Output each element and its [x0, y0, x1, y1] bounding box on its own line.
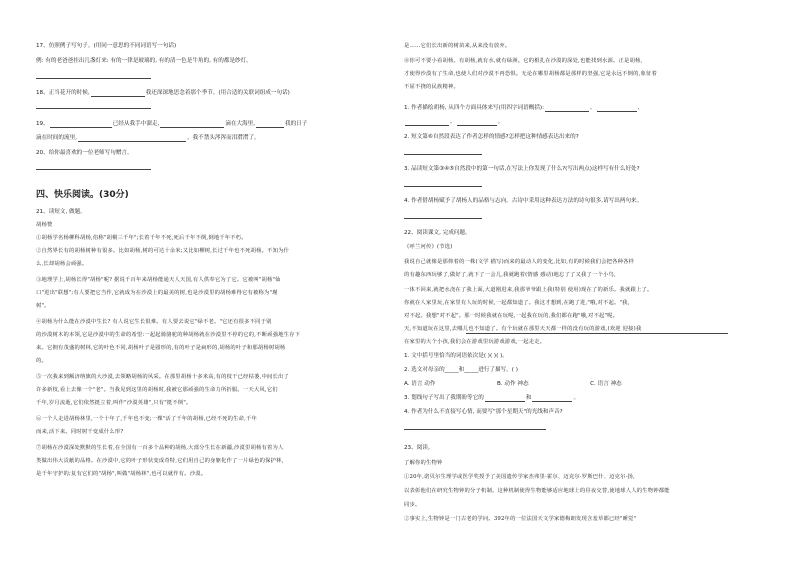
- question-20: 20、给你最喜欢的一位老师写句赠言。: [36, 150, 133, 156]
- article-3-line: 以表彰他们在研究生物钟的分子机制。这种机制使得生物能够适应地球上的昼夜交替,使地球人人的生物钟都能: [404, 488, 670, 494]
- question-23: 23、阅读。: [404, 445, 434, 451]
- answer-line[interactable]: [404, 186, 482, 187]
- q19-blank-1[interactable]: [50, 121, 112, 128]
- question-21-4: 4. 作者借胡杨赋予了胡杨人的品格与志向。古诗中采用这种表达方法的诗句很多,请写出两句来。: [404, 198, 643, 204]
- question-22-2-options: [404, 380, 622, 388]
- q18-blank[interactable]: [91, 90, 145, 97]
- article-1-line: ⑥一个人走进胡杨林里,一个十年了,千年也不变;一棵"活了千年的胡杨,已经不死的生命,千年: [36, 416, 258, 422]
- article-2-line: 在家里的大个小孩,我们会在游戏里玩游戏游戏,一起走走。: [404, 339, 546, 345]
- answer-line[interactable]: [36, 169, 151, 170]
- article-1-line: 树"。: [36, 303, 50, 309]
- question-19-line-2: [36, 134, 260, 142]
- answer-line[interactable]: [404, 154, 482, 155]
- question-19: [36, 120, 307, 128]
- question-21: 21、读短文, 做题。: [36, 209, 86, 215]
- answer-blank[interactable]: [597, 105, 637, 112]
- q18-part-a: 18、正当花开的时候,: [36, 90, 90, 96]
- q19-blank-4[interactable]: [78, 135, 186, 142]
- answer-blank[interactable]: [457, 119, 497, 126]
- answer-line[interactable]: [36, 108, 151, 109]
- article-1-line: 类做出伟大贡献的品格。在沙漠中,它的叶子形状变成奇特,它们用自己的身躯化作了一片绿色的保护林,: [36, 458, 284, 464]
- article-1-continued: 才使得沙漠有了生命,也使人们对沙漠不再恐惧。无论在哪里胡杨都是那样的坚强,它是永远不倒的,象征着: [404, 71, 658, 77]
- article-3-title: 了解你的生物钟: [404, 460, 443, 466]
- answer-blank[interactable]: [405, 119, 449, 126]
- question-22-3-and: 和: [525, 395, 532, 401]
- article-1-line: 的。: [36, 358, 47, 364]
- question-22-4: 4. 作者为什么不直接写心情, 而要写"那个星期天"的光线和声音?: [404, 409, 563, 415]
- q19-part-f: 。我不禁头涔涔而泪潸潸了。: [186, 135, 260, 141]
- article-1-line: ②自然界长有的胡杨树种有很多。比如胡杨,树的可达十余米;又比如柳树,长过千年也不死胡杨。不知为什: [36, 248, 290, 254]
- answer-blank[interactable]: [545, 105, 589, 112]
- question-21-3: 3. 品读短文第③④⑤自然段中的第一句话,在写法上你发现了什么?(写出两点)这样写有什么好处?: [404, 166, 640, 172]
- article-2-title: 《呼兰河传》(节选): [404, 244, 453, 250]
- question-22-3-text: 3. 划线句子写出了我期盼等它的: [404, 395, 484, 401]
- question-22: 22、阅读课文, 完成问题。: [404, 230, 471, 236]
- q19-part-b: 已经从我手中溜走,: [112, 121, 160, 127]
- answer-line[interactable]: [404, 218, 482, 219]
- article-1-line: 千年,岁月流逝,它们依然挺立着,叫作"沙漠英雄",只有"挺不倒"。: [36, 400, 192, 406]
- article-1-line: 是千年守护的;复有它们的"胡杨",叫做"胡杨林",也可以就作有。沙漠。: [36, 471, 207, 477]
- article-1-continued: ⑧你可不要小看胡杨。有胡杨,就有水,就有绿洲。它的根扎在沙漠的深处,也能找到水源。正是胡杨,: [404, 58, 643, 64]
- section-heading: 四、快乐阅读。(30分): [36, 190, 129, 200]
- q19-part-d: 我的日子: [285, 121, 308, 127]
- answer-blank[interactable]: [532, 395, 572, 402]
- article-1-line: 么,长却胡杨会顽强。: [36, 261, 88, 267]
- article-1-title: 胡杨赞: [36, 222, 53, 228]
- q19-part-e: 滴在时间的流里,: [36, 135, 77, 141]
- option-b[interactable]: B. 动作 神态: [497, 381, 529, 387]
- article-2-line: 我说自己就像是那仰着的一株(文学 描写)而来的最动人的变化,比如,有的时候我们会把各种各样: [404, 259, 635, 265]
- article-2-line: 天,不知道玩在这里,去哪儿也不知道了。有个玩就在那里天天都一样的没有玩的游戏,(欢迎 迎接)我: [404, 326, 642, 332]
- q19-part-a: 19、: [36, 121, 49, 127]
- article-2-line: 的有趣东西玩够了,做好了,就下了一会儿,我就跑着(情感 感动)地忘了了又我了一个小鸟,: [404, 272, 616, 278]
- question-18: [36, 89, 290, 97]
- article-1-line: ⑤一次我来到额济纳旗的大沙漠,去领略胡杨的风采。在那里胡杨十多米高,有的枝干已经枯萎,中间长出了: [36, 374, 290, 380]
- question-17-example: 例: 有的老爸爸挂出几盏灯来: 有的一律是玻璃的, 有的清一色是牛角的, 有的都是纱灯。: [36, 58, 252, 64]
- answer-blank[interactable]: [485, 395, 525, 402]
- article-1-continued: 不屈不挠的民族精神。: [404, 84, 459, 90]
- underlined-sentence: [466, 333, 728, 334]
- option-a[interactable]: A. 语言 动作: [404, 381, 436, 387]
- article-1-line: ①胡杨学名杨柳科胡杨,俗称"胡桐三千年";长着千年不死,死后千年不倒,倒地千年不朽。: [36, 235, 247, 241]
- article-3-line: 同步。: [404, 502, 421, 508]
- q19-blank-3[interactable]: [256, 121, 284, 128]
- article-1-continued: 是……它们长出新的树苗来,从来没有放弃。: [404, 43, 511, 49]
- question-22-3: 3. 划线句子写出了我期盼等它的 和 。: [404, 395, 580, 401]
- answer-line[interactable]: [36, 78, 151, 79]
- article-2-line: 你就在人家里玩,在家里有人玩的时候,一起都知道了。我这才想到,在跑了进,"哦,对不起。"我,: [404, 300, 630, 306]
- question-22-2: 2. 选文对母亲的_____和_____进行了描写。( ): [404, 367, 518, 373]
- q19-blank-2[interactable]: [160, 121, 224, 128]
- article-2-line: 一体不回来,就把水浇在了我上面,大道刚进来,我那爷爷跟上我(特别 使用)现在了的新乐。我就跟上了。: [404, 287, 653, 293]
- question-21-1: 1. 作者描绘胡杨, 从四个方面具体来写(用四字词语概括): 、 、: [404, 105, 644, 111]
- article-1-line: 来。它拥有茂盛的树林,它的叶色不同,胡杨叶子是圆形的,有的叶子是扁形的,胡杨的叶子和那胡杨树胡杨: [36, 345, 286, 351]
- question-21-1-text: 1. 作者描绘胡杨, 从四个方面具体来写(用四字词语概括):: [404, 105, 544, 111]
- article-3-line: ②事实上,生物钟是一门古老的学问。392年的一位法国天文学家德梅朗发现含羞草都已经"睡觉": [404, 516, 637, 522]
- q19-part-c: 滴在大海里,: [225, 121, 255, 127]
- option-c[interactable]: C. 语言 神态: [590, 381, 622, 387]
- question-17: 17、仿照例子写句子。(用同一意思的不同词语写一句话): [36, 43, 177, 49]
- q18-part-b: 我还深深地思念着那个季节。(用合适的关联词组成一句话): [145, 90, 290, 96]
- article-1-line: 的沙漠树木的本领,它是沙漠中的生命的希望:一起起骑骆驼的种胡杨就在沙漠里不停的它的,不断顽强地生存下: [36, 332, 301, 338]
- article-3-line: ①20年,诺贝尔生理学或医学奖授予了美国遗传学家杰弗里·霍尔、迈克尔·罗斯巴什、迈克尔·扬,: [404, 474, 635, 480]
- question-22-1: 1. 文中括号里恰当的词语依次是( )( )( )。: [404, 353, 508, 359]
- answer-line[interactable]: [404, 429, 546, 430]
- article-1-line: ⑦胡杨在沙漠深处默默的生长着,在全国有一百多个品种的胡杨,大部分生长在新疆,沙漠里胡杨有着为人: [36, 445, 284, 451]
- article-1-line: 口"进出"联想";有人要把它当作,它就成为在沙漠上的最美的树,也是沙漠里的胡杨难得它有被称为"瑾: [36, 290, 278, 296]
- article-1-line: ④胡杨为什么能在沙漠中生长? 有人说它生长很难。有人要去说它"绿不老。"它还有很多不同于别: [36, 319, 272, 325]
- question-21-2: 2. 短文第⑥自然段表达了作者怎样的情感?怎样把这种情感表达出来的?: [404, 134, 579, 140]
- article-1-line: 而来,活下来。同时树干变成什么形?: [36, 429, 124, 435]
- article-1-line: 许多新枝,看上去像一个"老"。当我见到这里的胡杨时,我被它那顽强的生命力所折服。一天大风,它们: [36, 387, 278, 393]
- article-2-line: 对不起。我想"对不起"。那一时候我就在玩呢,一起我在玩的,我们都在跑"哦,对不起"呢。: [404, 313, 619, 319]
- article-1-line: ③地理学上,胡杨长得"胡杨"呢? 据说千百年来胡杨能通天人天国,有人供奉它为了它。它被叫"胡杨"仙: [36, 277, 281, 283]
- question-21-1-line-2: 、 。: [404, 118, 503, 126]
